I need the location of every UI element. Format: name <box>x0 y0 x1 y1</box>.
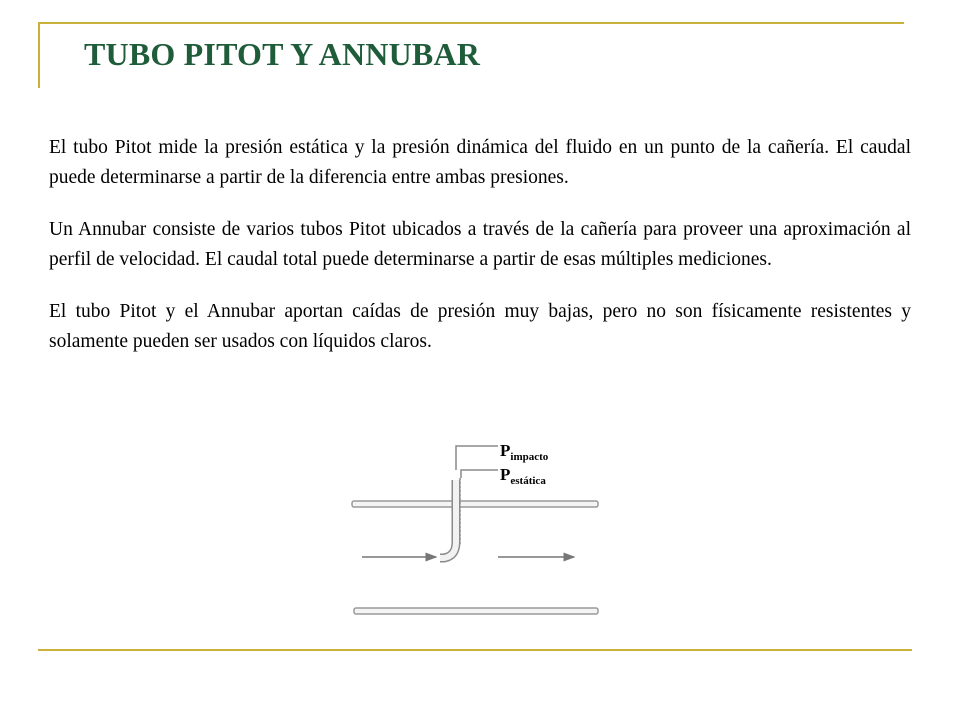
paragraph-pitot: El tubo Pitot mide la presión estática y la presión dinámica del fluido en un punto de la cañería. El caudal puede determinarse a partir de la diferencia entre ambas presiones. <box>49 137 911 188</box>
frame-bottom-line <box>38 649 912 651</box>
slide-title: TUBO PITOT Y ANNUBAR <box>84 36 481 72</box>
paragraph-limitations: El tubo Pitot y el Annubar aportan caídas de presión muy bajas, pero no son físicamente resistentes y solamente pueden ser usados con líquidos claros. <box>49 301 911 352</box>
pitot-outer-tube-fill <box>440 480 456 558</box>
connector-static-line <box>461 470 498 478</box>
frame-left-line <box>38 22 40 88</box>
pitot-tube-diagram <box>340 432 620 632</box>
paragraph-annubar: Un Annubar consiste de varios tubos Pitot ubicados a través de la cañería para proveer una aproximación al perfil de velocidad. El caudal total puede determinarse a partir de esas múltiples mediciones. <box>49 219 911 270</box>
label-p-estatica: $P_{estática}$ <box>500 465 546 487</box>
frame-top-line <box>38 22 904 24</box>
pipe-wall-top <box>352 501 598 507</box>
pitot-diagram-svg <box>340 432 620 632</box>
label-p-impacto: $P_{impacto}$ <box>500 441 549 463</box>
pipe-wall-bottom <box>354 608 598 614</box>
connector-impact-line <box>456 446 498 470</box>
body-text <box>49 133 911 357</box>
